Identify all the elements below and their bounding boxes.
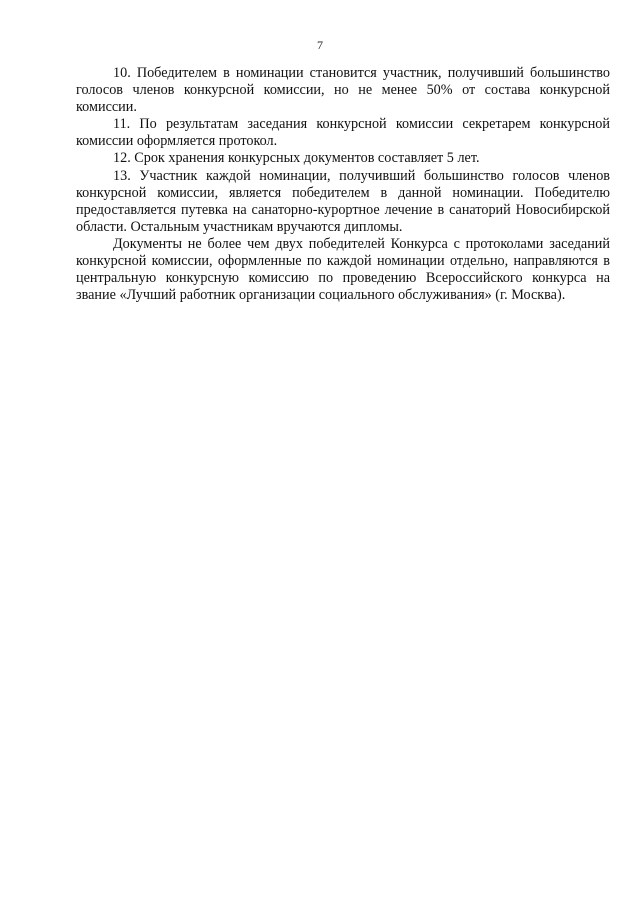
page-number: 7 [317,38,323,52]
paragraph-11-protocol: 11. По результатам заседания конкурсной комиссии секретарем конкурсной комиссии оформляется протокол. [76,116,610,150]
paragraph-13-prize: 13. Участник каждой номинации, получивший большинство голосов членов конкурсной комиссии, является победителем в данной номинации. Победителю предоставляется путевка на санаторно-курортное лечение в санаторий Новосибирской области. Остальным участникам вручаются дипломы. [76,167,610,235]
paragraph-documents-submission: Документы не более чем двух победителей Конкурса с протоколами заседаний конкурсной комиссии, оформленные по каждой номинации отдельно, направляются в центральную конкурсную комиссию по проведению Всероссийского конкурса на звание «Лучший работник организации социального обслуживания» (г. Москва). [76,235,610,304]
document-body [76,65,610,304]
paragraph-10-winner-rule: 10. Победителем в номинации становится участник, получивший большинство голосов членов конкурсной комиссии, но не менее 50% от состава конкурсной комиссии. [76,65,610,116]
paragraph-12-storage-term: 12. Срок хранения конкурсных документов составляет 5 лет. [113,150,480,167]
